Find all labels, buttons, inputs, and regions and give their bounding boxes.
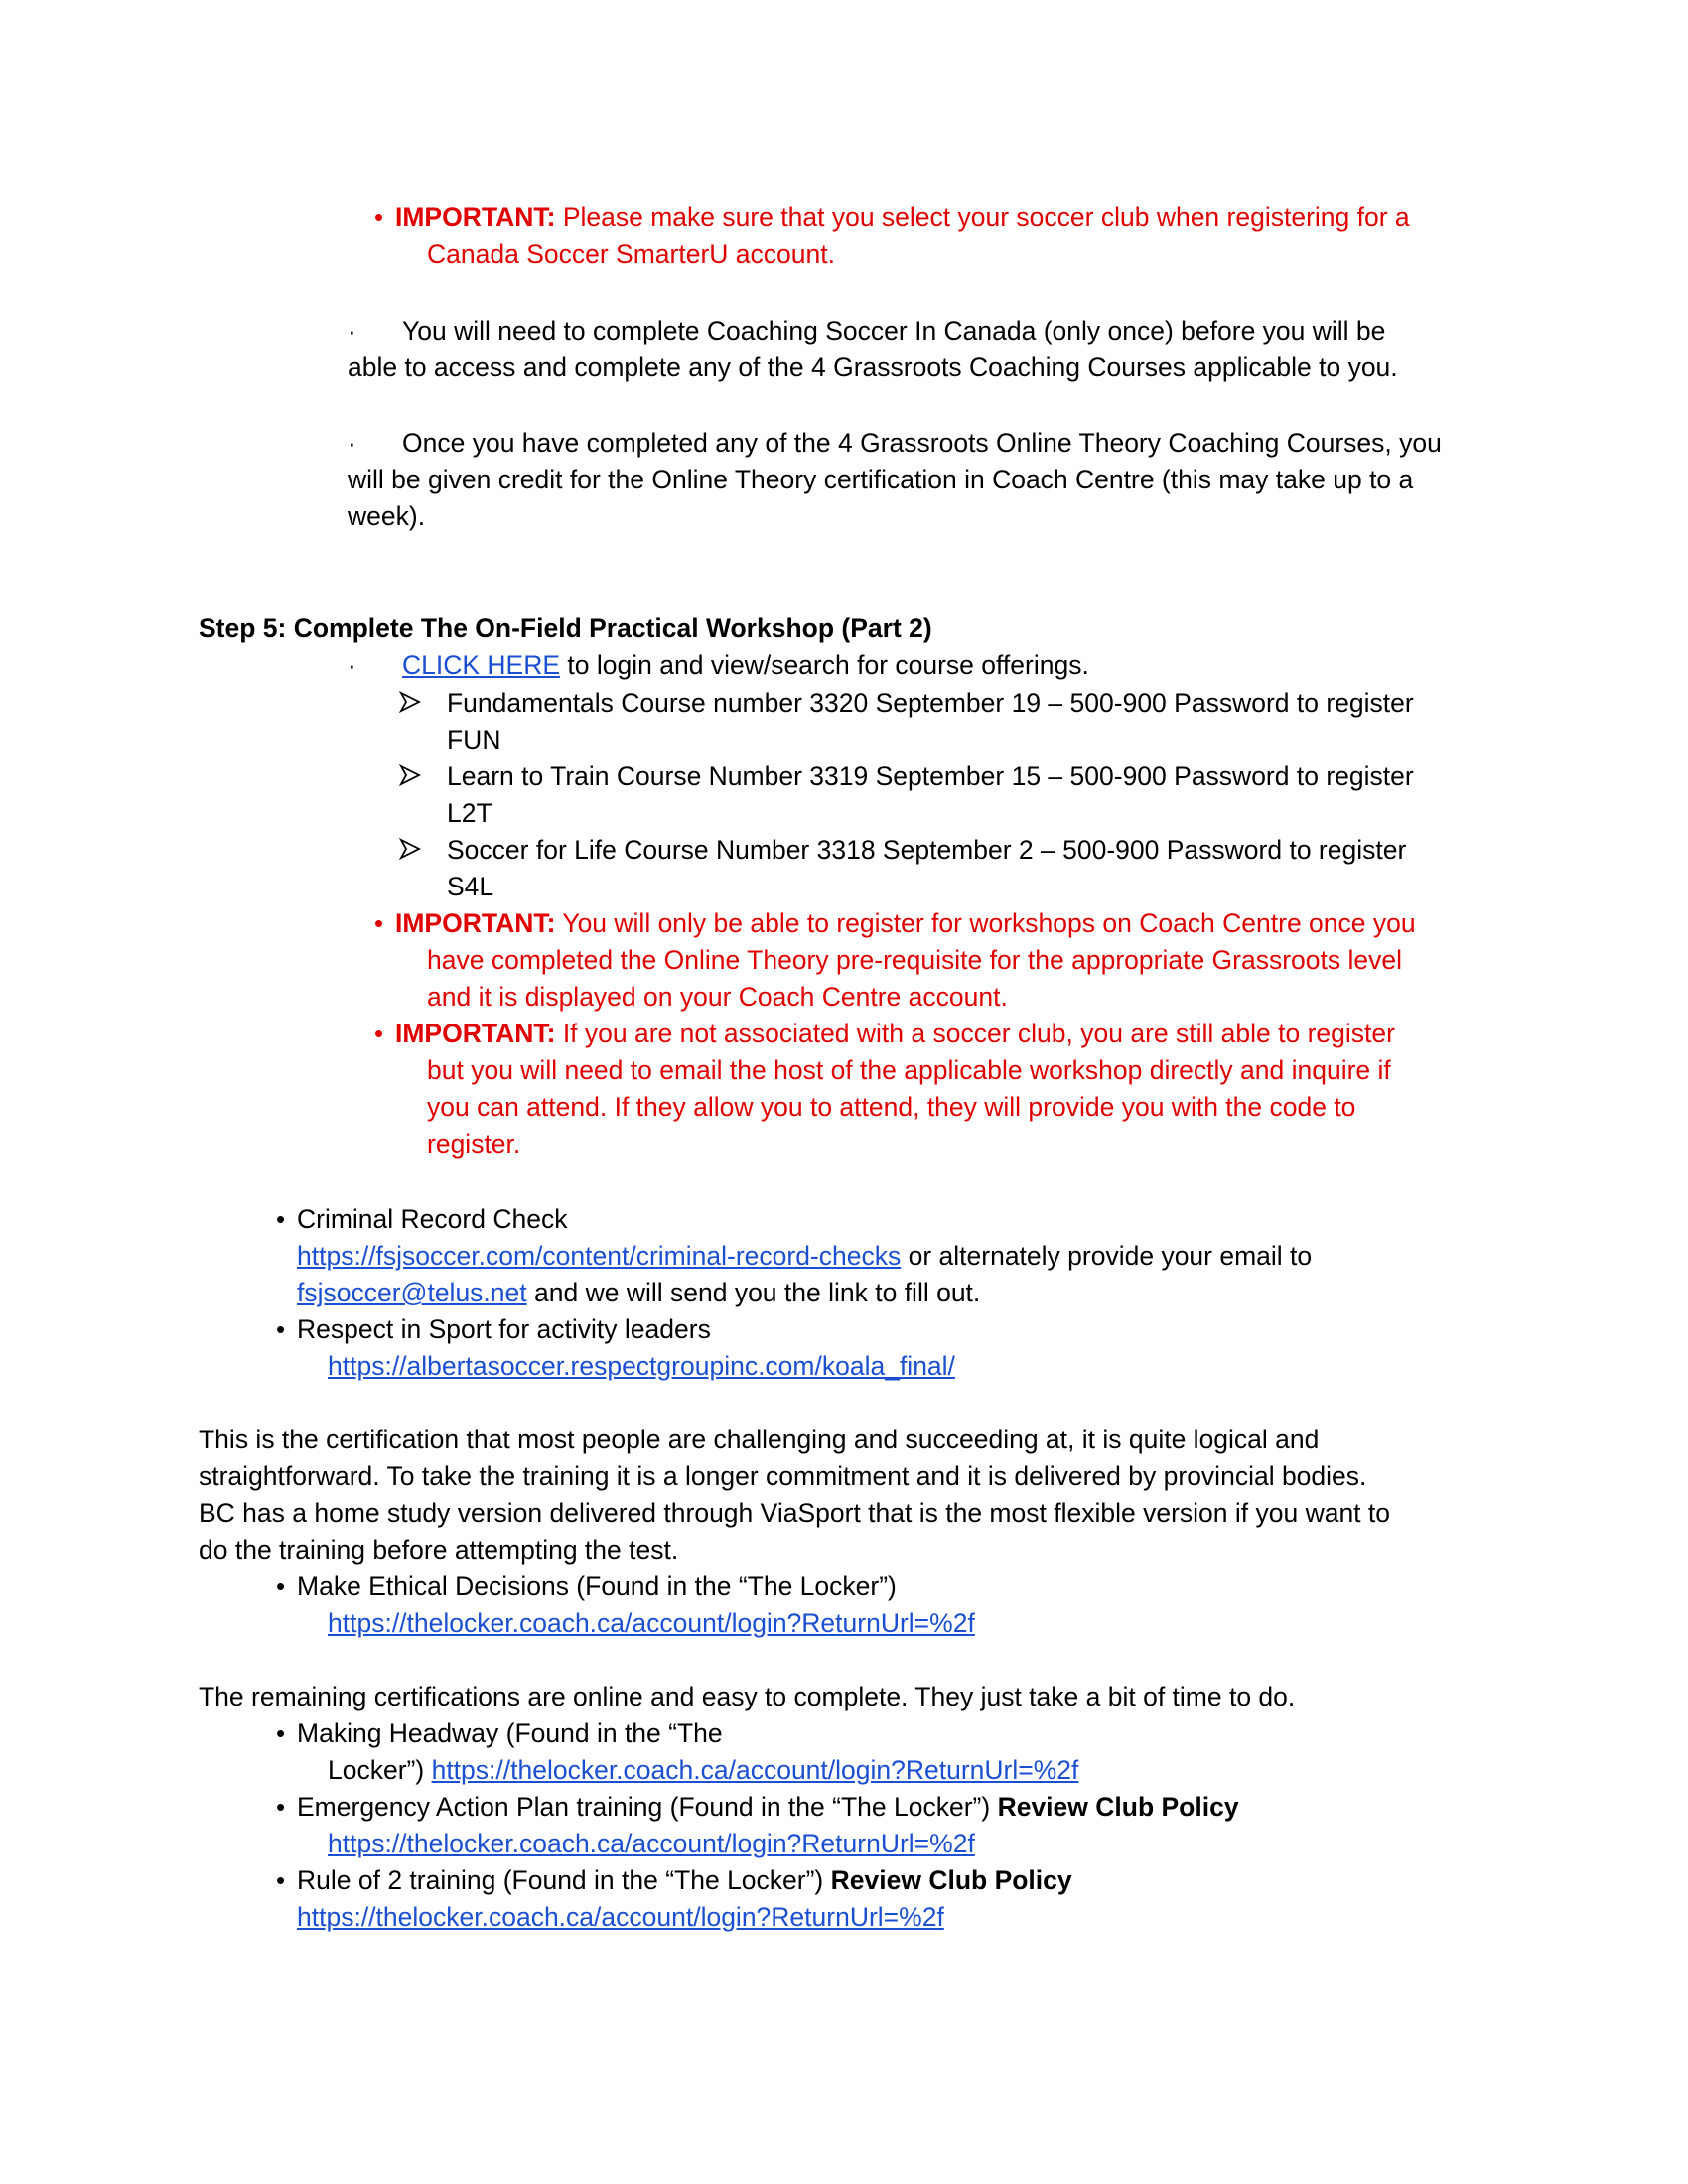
important-label: IMPORTANT: (395, 908, 556, 938)
important-note-prereq (395, 905, 1416, 942)
r2-title-line (297, 1862, 1072, 1899)
med-title: Make Ethical Decisions (Found in the “The Locker”) (297, 1571, 897, 1601)
mh-link[interactable]: https://thelocker.coach.ca/account/login?ReturnUrl=%2f (431, 1755, 1079, 1785)
crc-link[interactable]: https://fsjsoccer.com/content/criminal-record-checks (297, 1241, 902, 1271)
bullet: • (276, 1314, 286, 1344)
r2-link[interactable]: https://thelocker.coach.ca/account/login?ReturnUrl=%2f (297, 1902, 944, 1932)
crc-link-line (297, 1238, 1312, 1275)
arrow-bullet-icon (399, 764, 421, 786)
cert-para-l1: This is the certification that most people are challenging and succeeding at, it is quite logical and (199, 1425, 1320, 1454)
important-text: If you are not associated with a soccer club, you are still able to register (562, 1019, 1395, 1048)
bullet: • (276, 1204, 286, 1234)
mh-title-l1: Making Headway (Found in the “The (297, 1718, 723, 1748)
step5-heading: Step 5: Complete The On-Field Practical Workshop (Part 2) (199, 614, 932, 643)
click-here-rest: to login and view/search for course offerings. (567, 650, 1089, 680)
important-label: IMPORTANT: (395, 203, 556, 232)
important-text: You will only be able to register for workshops on Coach Centre once you (562, 908, 1416, 938)
eap-title: Emergency Action Plan training (Found in the “The Locker”) (297, 1792, 991, 1822)
cert-para-l3: BC has a home study version delivered through ViaSport that is the most flexible version if you want to (199, 1498, 1391, 1528)
bullet: • (276, 1571, 286, 1601)
important-note-noclub (395, 1016, 1395, 1052)
important-text-cont: Canada Soccer SmarterU account. (427, 239, 835, 269)
click-here-line (402, 647, 1089, 684)
arrow-bullet-icon (399, 838, 421, 860)
important-prereq-l2: have completed the Online Theory pre-requisite for the appropriate Grassroots level (427, 945, 1403, 975)
remaining-intro: The remaining certifications are online and easy to complete. They just take a bit of time to do. (199, 1682, 1296, 1711)
middot: · (348, 316, 356, 345)
crc-title: Criminal Record Check (297, 1204, 568, 1234)
eap-review-policy: Review Club Policy (997, 1792, 1239, 1822)
important-note-smarteru (395, 200, 1410, 236)
course-learn-to-train-l1: Learn to Train Course Number 3319 September 15 – 500-900 Password to register (447, 761, 1414, 791)
important-noclub-l3: you can attend. If they allow you to attend, they will provide you with the code to (427, 1092, 1356, 1122)
bullet: • (374, 908, 384, 938)
med-link[interactable]: https://thelocker.coach.ca/account/login?ReturnUrl=%2f (328, 1608, 975, 1638)
ris-title: Respect in Sport for activity leaders (297, 1314, 711, 1344)
eap-link[interactable]: https://thelocker.coach.ca/account/login?ReturnUrl=%2f (328, 1829, 975, 1858)
crc-email-line (297, 1275, 980, 1311)
bullet: • (374, 1019, 384, 1048)
para-coaching-l1: You will need to complete Coaching Soccer In Canada (only once) before you will be (402, 316, 1386, 345)
crc-email-link[interactable]: fsjsoccer@telus.net (297, 1278, 527, 1307)
bullet: • (276, 1792, 286, 1822)
important-prereq-l3: and it is displayed on your Coach Centre account. (427, 982, 1008, 1012)
eap-link-line (328, 1826, 975, 1862)
important-label: IMPORTANT: (395, 1019, 556, 1048)
middot: · (348, 428, 356, 458)
ris-link[interactable]: https://albertasoccer.respectgroupinc.com/koala_final/ (328, 1351, 955, 1381)
important-text: Please make sure that you select your soccer club when registering for a (562, 203, 1410, 232)
med-link-line (328, 1605, 975, 1642)
middot: · (348, 650, 356, 680)
important-noclub-l4: register. (427, 1129, 521, 1159)
r2-title: Rule of 2 training (Found in the “The Locker”) (297, 1865, 824, 1895)
course-soccer-for-life-l2: S4L (447, 872, 494, 901)
r2-link-line (297, 1899, 944, 1936)
course-learn-to-train-l2: L2T (447, 798, 492, 828)
arrow-bullet-icon (399, 691, 421, 713)
course-fundamentals-l2: FUN (447, 725, 501, 754)
bullet: • (276, 1718, 286, 1748)
r2-review-policy: Review Club Policy (830, 1865, 1072, 1895)
click-here-link[interactable]: CLICK HERE (402, 650, 561, 680)
para-coaching-l2: able to access and complete any of the 4 Grassroots Coaching Courses applicable to you. (348, 352, 1398, 382)
eap-title-line (297, 1789, 1239, 1826)
para-credit-l2: will be given credit for the Online Theory certification in Coach Centre (this may take up to a (348, 465, 1414, 494)
para-credit-l3: week). (348, 501, 426, 531)
course-soccer-for-life-l1: Soccer for Life Course Number 3318 September 2 – 500-900 Password to register (447, 835, 1407, 865)
cert-para-l2: straightforward. To take the training it is a longer commitment and it is delivered by provincial bodies. (199, 1461, 1367, 1491)
mh-title-l2 (328, 1752, 1078, 1789)
mh-title-cont: Locker”) (328, 1755, 425, 1785)
bullet: • (276, 1865, 286, 1895)
cert-para-l4: do the training before attempting the test. (199, 1535, 679, 1565)
ris-link-line (328, 1348, 955, 1385)
crc-rest: or alternately provide your email to (908, 1241, 1313, 1271)
crc-rest2: and we will send you the link to fill out. (534, 1278, 981, 1307)
para-credit-l1: Once you have completed any of the 4 Grassroots Online Theory Coaching Courses, you (402, 428, 1442, 458)
course-fundamentals-l1: Fundamentals Course number 3320 September 19 – 500-900 Password to register (447, 688, 1414, 718)
bullet: • (374, 203, 384, 232)
important-noclub-l2: but you will need to email the host of the applicable workshop directly and inquire if (427, 1055, 1391, 1085)
